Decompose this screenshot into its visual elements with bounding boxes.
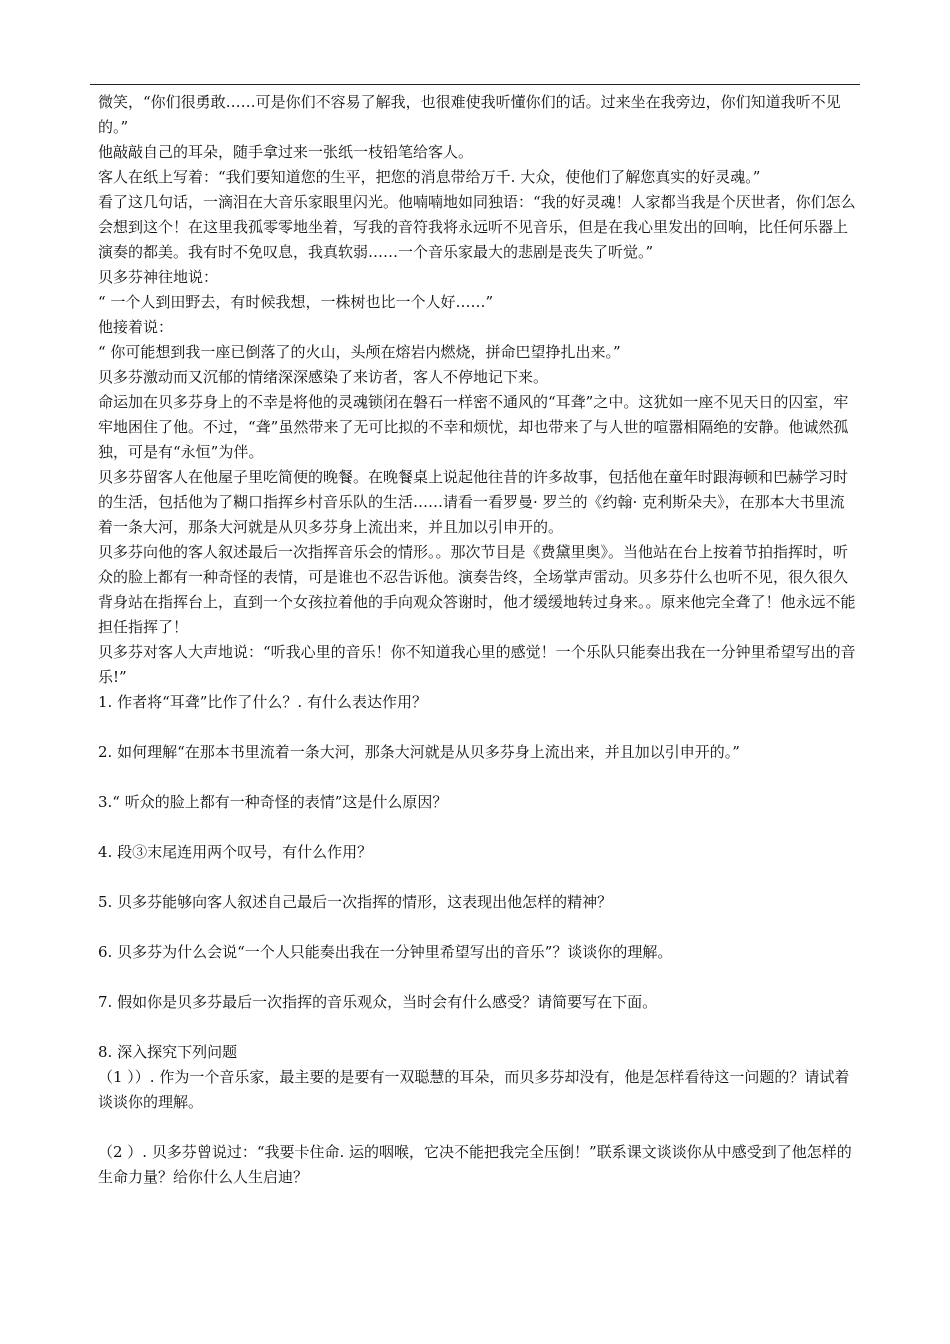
question-6: 6. 贝多芬为什么会说“一个人只能奏出我在一分钟里希望写出的音乐”？谈谈你的理解。 (98, 943, 673, 961)
passage-paragraph: “ 你可能想到我一座已倒落了的火山，头颅在熔岩内燃烧，拼命巴望挣扎出来。” (98, 343, 621, 361)
passage-paragraph: 贝多芬对客人大声地说：“听我心里的音乐！你不知道我心里的感觉！一个乐队只能奏出我在一分钟里希望写出的音乐!” (98, 643, 856, 686)
passage-paragraph: 他敲敲自己的耳朵，随手拿过来一张纸一枝铅笔给客人。 (98, 143, 474, 161)
question-2: 2. 如何理解“在那本书里流着一条大河，那条大河就是从贝多芬身上流出来，并且加以引申开的。” (98, 743, 740, 761)
answer-space[interactable] (98, 765, 858, 790)
answer-space[interactable] (98, 865, 858, 890)
question-4: 4. 段③末尾连用两个叹号，有什么作用？ (98, 843, 373, 861)
document-body (98, 90, 858, 1190)
question-7: 7. 假如你是贝多芬最后一次指挥的音乐观众，当时会有什么感受？请简要写在下面。 (98, 993, 658, 1011)
answer-space[interactable] (98, 715, 858, 740)
passage-paragraph: “ 一个人到田野去，有时候我想，一株树也比一个人好……” (98, 293, 494, 311)
passage-paragraph: 客人在纸上写着：“我们要知道您的生平，把您的消息带给万千. 大众，使他们了解您真实的好灵魂。” (98, 168, 761, 186)
question-3: 3.“ 听众的脸上都有一种奇怪的表情”这是什么原因？ (98, 793, 448, 811)
passage-paragraph: 贝多芬向他的客人叙述最后一次指挥音乐会的情形。。那次节目是《费黛里奥》。当他站在台上按着节拍指挥时，听众的脸上都有一种奇怪的表情，可是谁也不忍告诉他。演奏告终，全场掌声雷动。贝多芬什么也听不见，很久很久背身站在指挥台上，直到一个女孩拉着他的手向观众答谢时，他才缓缓地转过身来。。原来他完全聋了！他永远不能担任指挥了！ (98, 543, 856, 636)
answer-space[interactable] (98, 1015, 858, 1040)
answer-space[interactable] (98, 815, 858, 840)
question-5: 5. 贝多芬能够向客人叙述自己最后一次指挥的情形，这表现出他怎样的精神？ (98, 893, 613, 911)
passage-paragraph: 看了这几句话，一滴泪在大音乐家眼里闪光。他喃喃地如同独语：“我的好灵魂！人家都当我是个厌世者，你们怎么会想到这个！在这里我孤零零地坐着，写我的音符我将永远听不见音乐，但是在我心里发出的回响，比任何乐器上演奏的都美。我有时不免叹息，我真软弱……一个音乐家最大的悲剧是丧失了听觉。” (98, 193, 856, 261)
passage-paragraph: 贝多芬神往地说： (98, 268, 219, 286)
answer-space[interactable] (98, 915, 858, 940)
passage-paragraph: 贝多芬留客人在他屋子里吃简便的晚餐。在晚餐桌上说起他往昔的许多故事，包括他在童年时跟海顿和巴赫学习时的生活，包括他为了糊口指挥乡村音乐队的生活……请看一看罗曼· 罗兰的《约翰· 克利斯朵夫》，在那本大书里流着一条大河，那条大河就是从贝多芬身上流出来，并且加以引申开的。 (98, 468, 849, 536)
question-8-sub-2: （2 ）. 贝多芬曾说过：“我要卡住命. 运的咽喉，它决不能把我完全压倒！”联系课文谈谈你从中感受到了他怎样的生命力量？给你什么人生启迪？ (98, 1143, 852, 1186)
passage-paragraph: 命运加在贝多芬身上的不幸是将他的灵魂锁闭在磐石一样密不通风的“耳聋”之中。这犹如一座不见天日的囚室，牢牢地困住了他。不过，“聋”虽然带来了无可比拟的不幸和烦忧，却也带来了与人世的喧嚣相隔绝的安静。他诚然孤独，可是有“永恒”为伴。 (98, 393, 849, 461)
question-8-sub-1: （1 ））. 作为一个音乐家，最主要的是要有一双聪慧的耳朵，而贝多芬却没有，他是怎样看待这一问题的？请试着谈谈你的理解。 (98, 1068, 850, 1111)
passage-paragraph: 他接着说： (98, 318, 174, 336)
answer-space[interactable] (98, 1115, 858, 1140)
passage-paragraph: 微笑，“你们很勇敢……可是你们不容易了解我，也很难使我听懂你们的话。过来坐在我旁边，你们知道我听不见的。” (98, 93, 841, 136)
passage-paragraph: 贝多芬激动而又沉郁的情绪深深感染了来访者，客人不停地记下来。 (98, 368, 549, 386)
answer-space[interactable] (98, 965, 858, 990)
question-8-heading: 8. 深入探究下列问题 (98, 1043, 238, 1061)
header-rule (90, 84, 860, 85)
question-1: 1. 作者将“耳聋”比作了什么？. 有什么表达作用？ (98, 693, 427, 711)
